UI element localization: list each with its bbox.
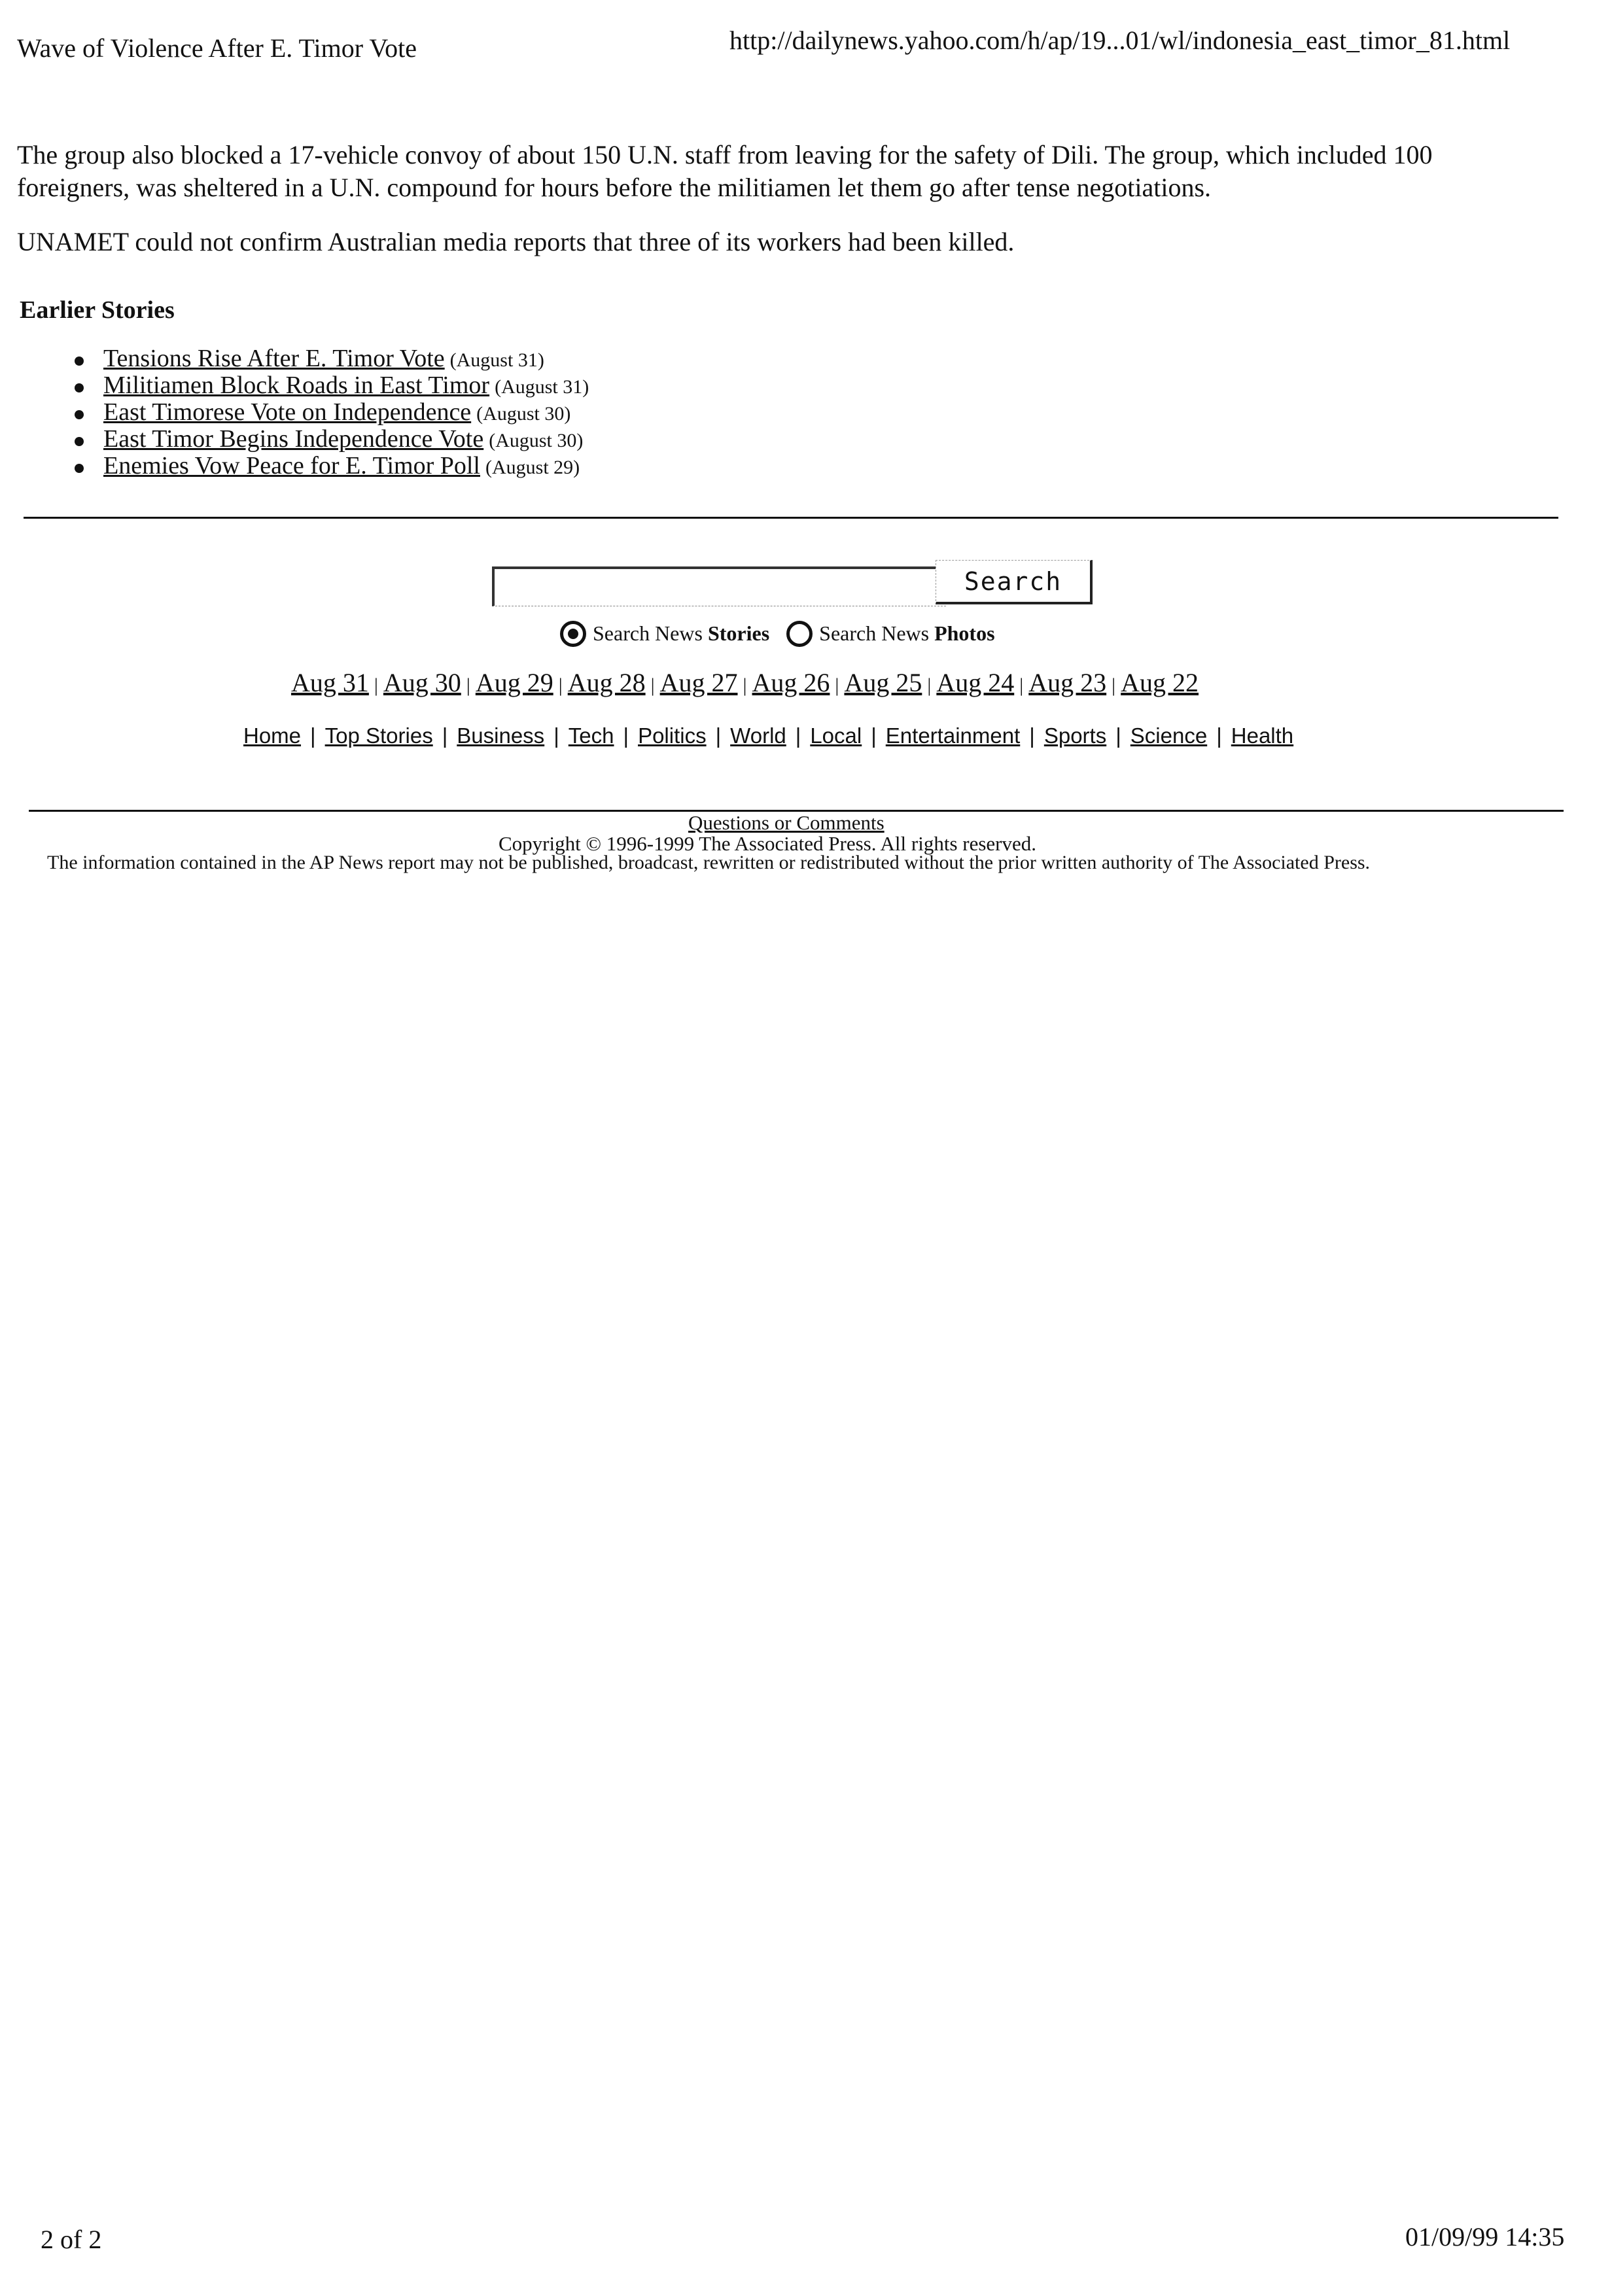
- date-link[interactable]: Aug 25: [844, 668, 922, 697]
- nav-link-top-stories[interactable]: Top Stories: [324, 723, 433, 748]
- story-link[interactable]: Enemies Vow Peace for E. Timor Poll: [103, 452, 480, 479]
- date-archive-nav: Aug 31 | Aug 30 | Aug 29 | Aug 28 | Aug 27 | Aug 26 | Aug 25 | Aug 24 | Aug 23 | Aug 22: [291, 668, 1199, 697]
- nav-link-health[interactable]: Health: [1231, 723, 1294, 748]
- earlier-stories-list: [72, 345, 589, 479]
- date-link[interactable]: Aug 24: [936, 668, 1015, 697]
- date-link[interactable]: Aug 30: [383, 668, 461, 697]
- earlier-stories-heading: Earlier Stories: [20, 296, 175, 324]
- date-link[interactable]: Aug 27: [659, 668, 738, 697]
- radio-search-stories[interactable]: [560, 621, 586, 647]
- nav-link-local[interactable]: Local: [810, 723, 862, 748]
- date-link[interactable]: Aug 22: [1121, 668, 1199, 697]
- nav-link-entertainment[interactable]: Entertainment: [885, 723, 1021, 748]
- bullet-icon: [75, 410, 84, 419]
- bullet-icon: [75, 357, 84, 366]
- story-link[interactable]: East Timorese Vote on Independence: [103, 398, 472, 426]
- date-link[interactable]: Aug 29: [475, 668, 553, 697]
- copyright-notice: Copyright © 1996-1999 The Associated Press. All rights reserved.: [499, 832, 1036, 855]
- divider: [24, 517, 1558, 519]
- search-input[interactable]: [492, 566, 946, 606]
- story-date: (August 31): [449, 349, 544, 371]
- section-nav: Home | Top Stories | Business | Tech | Politics | World | Local | Entertainment | Sports | Science | Health: [243, 723, 1294, 748]
- story-date: (August 31): [495, 376, 589, 398]
- date-link[interactable]: Aug 28: [567, 668, 646, 697]
- nav-link-tech[interactable]: Tech: [568, 723, 614, 748]
- article-paragraph: UNAMET could not confirm Australian media reports that three of its workers had been killed.: [17, 227, 1015, 256]
- radio-search-photos[interactable]: [786, 621, 813, 647]
- nav-link-politics[interactable]: Politics: [638, 723, 707, 748]
- disclaimer: The information contained in the AP News report may not be published, broadcast, rewritten or redistributed without the prior written authority of The Associated Press.: [47, 852, 1371, 873]
- search-button[interactable]: Search: [936, 560, 1093, 604]
- story-link[interactable]: East Timor Begins Independence Vote: [103, 425, 484, 453]
- bullet-icon: [75, 464, 84, 473]
- date-link[interactable]: Aug 23: [1028, 668, 1107, 697]
- nav-link-business[interactable]: Business: [457, 723, 545, 748]
- print-header-title: Wave of Violence After E. Timor Vote: [17, 33, 417, 63]
- search-type-options: [560, 619, 1007, 647]
- bullet-icon: [75, 383, 84, 392]
- questions-link[interactable]: Questions or Comments: [688, 811, 885, 834]
- list-item: [72, 372, 589, 399]
- story-link[interactable]: Tensions Rise After E. Timor Vote: [103, 345, 445, 372]
- date-link[interactable]: Aug 31: [291, 668, 369, 697]
- nav-link-home[interactable]: Home: [243, 723, 302, 748]
- story-date: (August 30): [489, 430, 584, 451]
- radio-label-photos: Search News Photos: [819, 621, 995, 646]
- nav-link-sports[interactable]: Sports: [1043, 723, 1107, 748]
- nav-link-world[interactable]: World: [730, 723, 786, 748]
- list-item: [72, 399, 589, 426]
- radio-label-stories: Search News Stories: [593, 621, 770, 646]
- list-item: [72, 453, 589, 479]
- story-link[interactable]: Militiamen Block Roads in East Timor: [103, 372, 490, 399]
- print-timestamp: 01/09/99 14:35: [1405, 2222, 1565, 2252]
- story-date: (August 30): [476, 403, 571, 425]
- print-header-url: http://dailynews.yahoo.com/h/ap/19...01/wl/indonesia_east_timor_81.html: [729, 26, 1511, 55]
- bullet-icon: [75, 437, 84, 446]
- nav-link-science[interactable]: Science: [1130, 723, 1208, 748]
- page-number: 2 of 2: [41, 2225, 102, 2254]
- story-date: (August 29): [485, 457, 580, 478]
- list-item: [72, 345, 589, 372]
- date-link[interactable]: Aug 26: [752, 668, 830, 697]
- list-item: [72, 426, 589, 453]
- article-paragraph: The group also blocked a 17-vehicle convoy of about 150 U.N. staff from leaving for the safety of Dili. The group, which included 100 foreigners, was sheltered in a U.N. compound for hours before the militiamen let them go after tense negotiations.: [17, 140, 1433, 202]
